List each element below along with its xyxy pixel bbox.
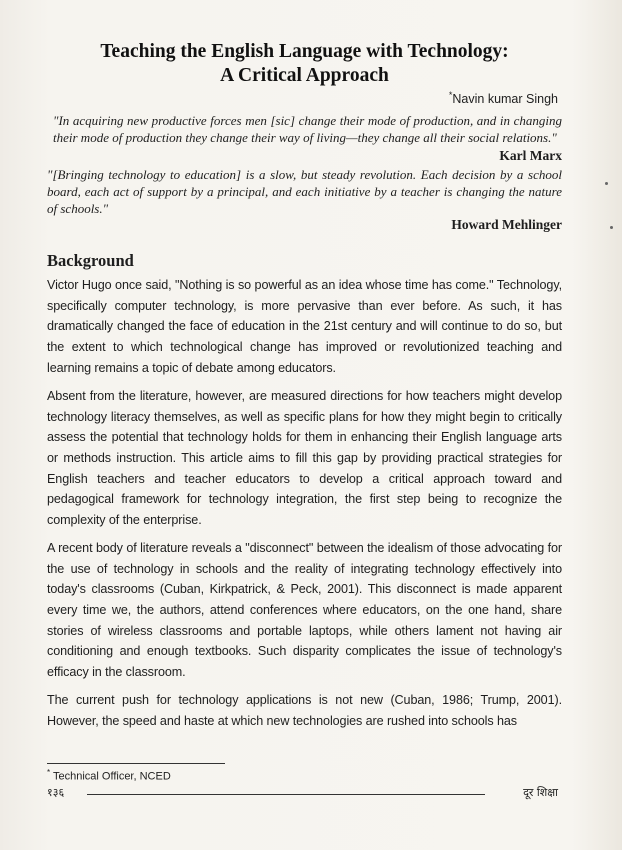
article-body [47, 40, 562, 740]
journal-name: दूर शिक्षा [523, 786, 558, 799]
section-heading: Background [47, 251, 134, 271]
title-line-2: A Critical Approach [220, 65, 389, 86]
author-line [47, 90, 558, 106]
epigraph-marx-attribution: Karl Marx [499, 148, 562, 164]
margin-speck [610, 226, 613, 229]
footnote-text: Technical Officer, NCED [52, 770, 171, 783]
footnote-mark: * [47, 768, 51, 777]
author-name: Navin kumar Singh [452, 92, 558, 107]
author-footnote-mark: * [448, 90, 453, 100]
margin-speck [605, 182, 608, 185]
page-number: १३६ [47, 786, 65, 799]
paragraph: The current push for technology applications is not new (Cuban, 1986; Trump, 2001). However, the speed and haste at which new technologies are rushed into schools has [47, 693, 562, 729]
title-line-1: Teaching the English Language with Technology: [100, 41, 509, 62]
footnote [47, 768, 171, 783]
paragraph: Victor Hugo once said, "Nothing is so powerful as an idea whose time has come." Technology, specifically computer technology, is more pervasive than ever before. As such, it has dramatically changed the face of education in the 21st century and will continue to do so, but the extent to which technological change has improved or revolutionized teaching and learning remains a topic of debate among educators. [47, 278, 562, 375]
epigraph-mehlinger: "[Bringing technology to education] is a slow, but steady revolution. Each decision by a school board, each act of support by a principal, and each initiative by a teacher is changing the nature of schools." [47, 167, 562, 217]
footer-rule [87, 794, 485, 795]
paragraph: Absent from the literature, however, are measured directions for how teachers might develop technology literacy themselves, as well as specific plans for how they might begin to critically assess the potential that technology holds for them in enhancing their English language arts or methods instruction. This article aims to fill this gap by providing practical strategies for English teachers and teacher educators to develop a critical approach toward and pedagogical framework for technology integration, the first step being to recognize the complexity of the enterprise. [47, 389, 562, 527]
footnote-rule [47, 763, 225, 764]
article-title [47, 40, 562, 88]
paragraph: A recent body of literature reveals a "disconnect" between the idealism of those advocating for the use of technology in schools and the reality of integrating technology effectively into today's classrooms (Cuban, Kirkpatrick, & Peck, 2001). This disconnect is made apparent every time we, the authors, attend conferences where educators, on the one hand, share stories of wireless classrooms and portable laptops, while others lament not having air conditioning and enough textbooks. Such disparity complicates the issue of technology's efficacy in the classroom. [47, 541, 562, 679]
epigraph-mehlinger-attribution: Howard Mehlinger [451, 217, 562, 233]
epigraph-marx: "In acquiring new productive forces men [sic] change their mode of production, and in changing their mode of production they change their way of living—they change all their social relations." [53, 113, 562, 146]
page-footer [47, 785, 562, 805]
